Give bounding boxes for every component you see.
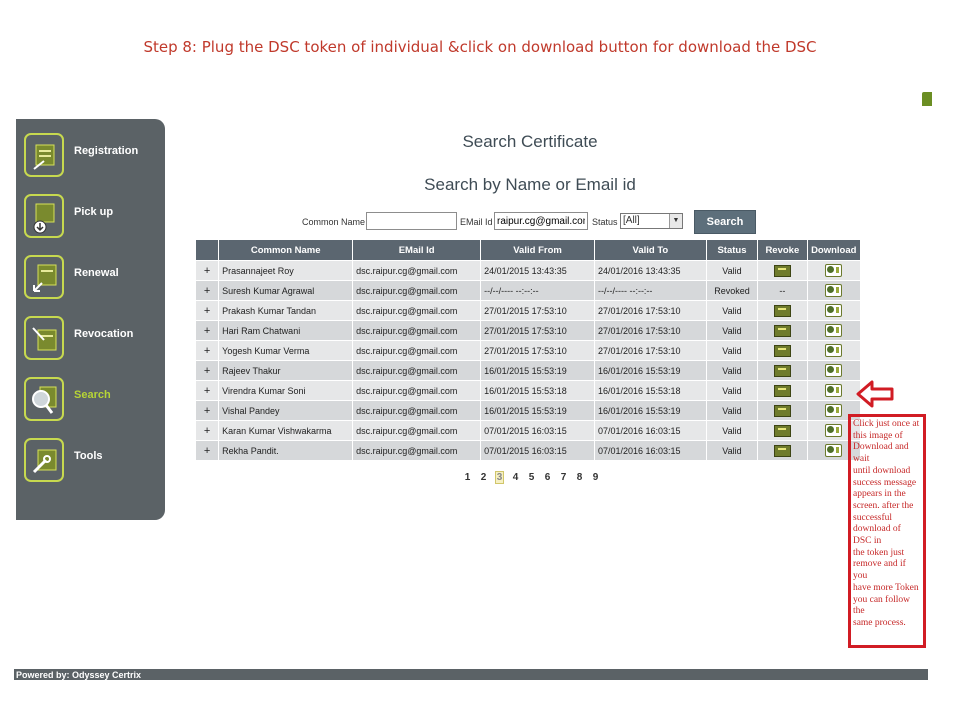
sidebar-item-search[interactable] bbox=[24, 377, 162, 427]
cell-email: dsc.raipur.cg@gmail.com bbox=[353, 341, 481, 361]
callout-line: until download bbox=[853, 465, 911, 476]
cell-common-name: Suresh Kumar Agrawal bbox=[219, 281, 353, 301]
cell-valid-to: --/--/---- --:--:-- bbox=[594, 281, 706, 301]
status-label: Status bbox=[592, 217, 618, 227]
cell-email: dsc.raipur.cg@gmail.com bbox=[353, 421, 481, 441]
revoke-certificate-icon[interactable] bbox=[774, 345, 791, 357]
expand-row-icon[interactable]: + bbox=[196, 361, 219, 381]
table-row bbox=[196, 301, 861, 321]
cell-common-name: Vishal Pandey bbox=[219, 401, 353, 421]
cell-download bbox=[807, 301, 860, 321]
cell-common-name: Virendra Kumar Soni bbox=[219, 381, 353, 401]
column-header[interactable]: Valid To bbox=[594, 240, 706, 261]
cell-download bbox=[807, 361, 860, 381]
cell-email: dsc.raipur.cg@gmail.com bbox=[353, 261, 481, 281]
cell-email: dsc.raipur.cg@gmail.com bbox=[353, 301, 481, 321]
sidebar-item-label: Tools bbox=[74, 450, 103, 462]
cell-revoke bbox=[758, 401, 807, 421]
callout-line: screen. after the bbox=[853, 500, 914, 511]
sidebar-nav bbox=[16, 119, 165, 520]
page-link[interactable]: 6 bbox=[544, 472, 551, 483]
expand-row-icon[interactable]: + bbox=[196, 341, 219, 361]
revoke-certificate-icon[interactable] bbox=[774, 365, 791, 377]
download-certificate-icon[interactable] bbox=[825, 364, 842, 377]
cell-common-name: Yogesh Kumar Verma bbox=[219, 341, 353, 361]
cell-valid-to: 07/01/2016 16:03:15 bbox=[594, 421, 706, 441]
pickup-icon bbox=[24, 194, 64, 238]
cell-common-name: Hari Ram Chatwani bbox=[219, 321, 353, 341]
cell-email: dsc.raipur.cg@gmail.com bbox=[353, 281, 481, 301]
callout-line: remove and if you bbox=[853, 559, 906, 582]
step-title: Step 8: Plug the DSC token of individual &click on download button for download the DSC bbox=[143, 38, 817, 56]
download-certificate-icon[interactable] bbox=[825, 424, 842, 437]
cell-download bbox=[807, 281, 860, 301]
cell-valid-to: 27/01/2016 17:53:10 bbox=[594, 321, 706, 341]
cell-valid-to: 27/01/2016 17:53:10 bbox=[594, 341, 706, 361]
search-button[interactable]: Search bbox=[694, 210, 756, 234]
cell-valid-from: 24/01/2015 13:43:35 bbox=[481, 261, 595, 281]
status-badge: Valid bbox=[706, 421, 757, 441]
page-link[interactable]: 4 bbox=[512, 472, 519, 483]
cell-revoke bbox=[758, 261, 807, 281]
sidebar-item-revocation[interactable] bbox=[24, 316, 162, 366]
column-header: Download bbox=[807, 240, 860, 261]
page-subtitle: Search by Name or Email id bbox=[424, 175, 636, 194]
cell-valid-to: 16/01/2016 15:53:19 bbox=[594, 361, 706, 381]
cell-valid-to: 07/01/2016 16:03:15 bbox=[594, 441, 706, 461]
expand-row-icon[interactable]: + bbox=[196, 301, 219, 321]
callout-line: Click just once at bbox=[853, 419, 920, 429]
callout-line: appears in the bbox=[853, 489, 906, 500]
status-badge: Valid bbox=[706, 441, 757, 461]
table-row bbox=[196, 421, 861, 441]
sidebar-item-tools[interactable] bbox=[24, 438, 162, 488]
revoke-certificate-icon[interactable] bbox=[774, 305, 791, 317]
callout-line: download of DSC in bbox=[853, 524, 901, 547]
pagination bbox=[463, 471, 607, 484]
cell-revoke bbox=[758, 381, 807, 401]
page-link[interactable]: 8 bbox=[576, 472, 583, 483]
cell-valid-from: 27/01/2015 17:53:10 bbox=[481, 301, 595, 321]
cell-email: dsc.raipur.cg@gmail.com bbox=[353, 381, 481, 401]
cell-valid-from: 16/01/2015 15:53:19 bbox=[481, 361, 595, 381]
cell-common-name: Rajeev Thakur bbox=[219, 361, 353, 381]
callout-line: Download and wait bbox=[853, 442, 909, 465]
certificate-table bbox=[195, 239, 861, 461]
expand-row-icon[interactable]: + bbox=[196, 261, 219, 281]
cell-valid-from: 07/01/2015 16:03:15 bbox=[481, 421, 595, 441]
page-link[interactable]: 7 bbox=[560, 472, 567, 483]
cell-valid-to: 16/01/2016 15:53:18 bbox=[594, 381, 706, 401]
sidebar-item-label: Pick up bbox=[74, 206, 114, 218]
cell-email: dsc.raipur.cg@gmail.com bbox=[353, 361, 481, 381]
email-input[interactable] bbox=[494, 212, 588, 230]
callout-arrow-icon bbox=[856, 380, 896, 408]
footer-credit: Powered by: Odyssey Certrix bbox=[16, 670, 142, 680]
callout-line: successful bbox=[853, 512, 893, 523]
cell-valid-to: 24/01/2016 13:43:35 bbox=[594, 261, 706, 281]
callout-line: the token just bbox=[853, 547, 905, 558]
callout-line: success message bbox=[853, 477, 917, 488]
expand-row-icon[interactable]: + bbox=[196, 321, 219, 341]
status-badge: Valid bbox=[706, 321, 757, 341]
expand-row-icon[interactable]: + bbox=[196, 441, 219, 461]
status-badge: Revoked bbox=[706, 281, 757, 301]
cell-revoke bbox=[758, 341, 807, 361]
expand-row-icon[interactable]: + bbox=[196, 421, 219, 441]
cell-email: dsc.raipur.cg@gmail.com bbox=[353, 321, 481, 341]
cell-email: dsc.raipur.cg@gmail.com bbox=[353, 401, 481, 421]
download-certificate-icon[interactable] bbox=[825, 344, 842, 357]
cell-valid-from: 27/01/2015 17:53:10 bbox=[481, 341, 595, 361]
cell-download bbox=[807, 381, 860, 401]
revoke-certificate-icon[interactable] bbox=[774, 445, 791, 457]
revoke-certificate-icon[interactable] bbox=[774, 385, 791, 397]
page-link[interactable]: 5 bbox=[528, 472, 535, 483]
sidebar-item-label: Registration bbox=[74, 145, 139, 157]
revoke-certificate-icon[interactable] bbox=[774, 405, 791, 417]
cell-revoke bbox=[758, 361, 807, 381]
cell-revoke bbox=[758, 281, 807, 301]
revoke-certificate-icon[interactable] bbox=[774, 425, 791, 437]
common-name-label: Common Name bbox=[302, 217, 366, 227]
revocation-icon bbox=[24, 316, 64, 360]
status-badge: Valid bbox=[706, 381, 757, 401]
table-row bbox=[196, 281, 861, 301]
status-badge: Valid bbox=[706, 301, 757, 321]
cell-download bbox=[807, 261, 860, 281]
revoke-certificate-icon[interactable] bbox=[774, 265, 791, 277]
corner-bookmark-icon bbox=[922, 92, 932, 106]
cell-revoke bbox=[758, 301, 807, 321]
cell-revoke bbox=[758, 441, 807, 461]
table-row bbox=[196, 321, 861, 341]
page-link[interactable]: 9 bbox=[592, 472, 599, 483]
expand-row-icon[interactable]: + bbox=[196, 281, 219, 301]
cell-download bbox=[807, 341, 860, 361]
sidebar-item-label: Renewal bbox=[74, 267, 119, 279]
status-select[interactable] bbox=[620, 213, 683, 229]
sidebar-item-label: Revocation bbox=[74, 328, 134, 340]
column-header[interactable]: EMail Id bbox=[353, 240, 481, 261]
cell-common-name: Prasannajeet Roy bbox=[219, 261, 353, 281]
expand-column-header bbox=[196, 240, 219, 261]
cell-common-name: Prakash Kumar Tandan bbox=[219, 301, 353, 321]
column-header[interactable]: Valid From bbox=[481, 240, 595, 261]
table-row bbox=[196, 261, 861, 281]
download-certificate-icon[interactable] bbox=[825, 304, 842, 317]
download-certificate-icon[interactable] bbox=[825, 284, 842, 297]
status-badge: Valid bbox=[706, 361, 757, 381]
download-certificate-icon[interactable] bbox=[825, 384, 842, 397]
status-badge: Valid bbox=[706, 341, 757, 361]
column-header[interactable]: Status bbox=[706, 240, 757, 261]
column-header[interactable]: Common Name bbox=[219, 240, 353, 261]
cell-valid-to: 27/01/2016 17:53:10 bbox=[594, 301, 706, 321]
cell-valid-from: 16/01/2015 15:53:19 bbox=[481, 401, 595, 421]
cell-valid-from: --/--/---- --:--:-- bbox=[481, 281, 595, 301]
cell-valid-from: 16/01/2015 15:53:18 bbox=[481, 381, 595, 401]
cell-common-name: Rekha Pandit. bbox=[219, 441, 353, 461]
download-certificate-icon[interactable] bbox=[825, 444, 842, 457]
cell-email: dsc.raipur.cg@gmail.com bbox=[353, 441, 481, 461]
table-row bbox=[196, 381, 861, 401]
table-row bbox=[196, 341, 861, 361]
status-select-value: [All] bbox=[623, 215, 640, 226]
column-header: Revoke bbox=[758, 240, 807, 261]
callout-line: you can follow the bbox=[853, 594, 910, 617]
cell-valid-from: 07/01/2015 16:03:15 bbox=[481, 441, 595, 461]
page-title: Search Certificate bbox=[462, 132, 598, 151]
cell-revoke bbox=[758, 321, 807, 341]
cell-common-name: Karan Kumar Vishwakarma bbox=[219, 421, 353, 441]
table-header-row bbox=[196, 240, 861, 261]
download-certificate-icon[interactable] bbox=[825, 324, 842, 337]
cell-valid-from: 27/01/2015 17:53:10 bbox=[481, 321, 595, 341]
revoke-unavailable: -- bbox=[779, 285, 786, 296]
callout-line: this image of bbox=[853, 430, 903, 441]
sidebar-item-pickup[interactable] bbox=[24, 194, 162, 244]
instruction-callout bbox=[848, 414, 926, 648]
sidebar-item-registration[interactable] bbox=[24, 133, 162, 183]
page-link[interactable]: 3 bbox=[496, 472, 503, 483]
sidebar-item-label: Search bbox=[74, 389, 111, 401]
search-icon bbox=[24, 377, 64, 421]
footer-bar bbox=[14, 669, 928, 680]
common-name-input[interactable] bbox=[366, 212, 457, 230]
callout-line: have more Token bbox=[853, 582, 919, 593]
expand-row-icon[interactable]: + bbox=[196, 401, 219, 421]
callout-line: same process. bbox=[853, 617, 906, 628]
renewal-icon bbox=[24, 255, 64, 299]
cell-download bbox=[807, 321, 860, 341]
registration-icon bbox=[24, 133, 64, 177]
download-certificate-icon[interactable] bbox=[825, 264, 842, 277]
cell-revoke bbox=[758, 421, 807, 441]
sidebar-item-renewal[interactable] bbox=[24, 255, 162, 305]
download-certificate-icon[interactable] bbox=[825, 404, 842, 417]
email-label: EMail Id bbox=[460, 217, 493, 227]
revoke-certificate-icon[interactable] bbox=[774, 325, 791, 337]
page-link[interactable]: 2 bbox=[480, 472, 487, 483]
cell-valid-to: 16/01/2016 15:53:19 bbox=[594, 401, 706, 421]
table-row bbox=[196, 401, 861, 421]
status-badge: Valid bbox=[706, 261, 757, 281]
table-row bbox=[196, 361, 861, 381]
table-row bbox=[196, 441, 861, 461]
chevron-down-icon: ▼ bbox=[669, 214, 682, 228]
expand-row-icon[interactable]: + bbox=[196, 381, 219, 401]
tools-icon bbox=[24, 438, 64, 482]
status-badge: Valid bbox=[706, 401, 757, 421]
page-link[interactable]: 1 bbox=[464, 472, 471, 483]
